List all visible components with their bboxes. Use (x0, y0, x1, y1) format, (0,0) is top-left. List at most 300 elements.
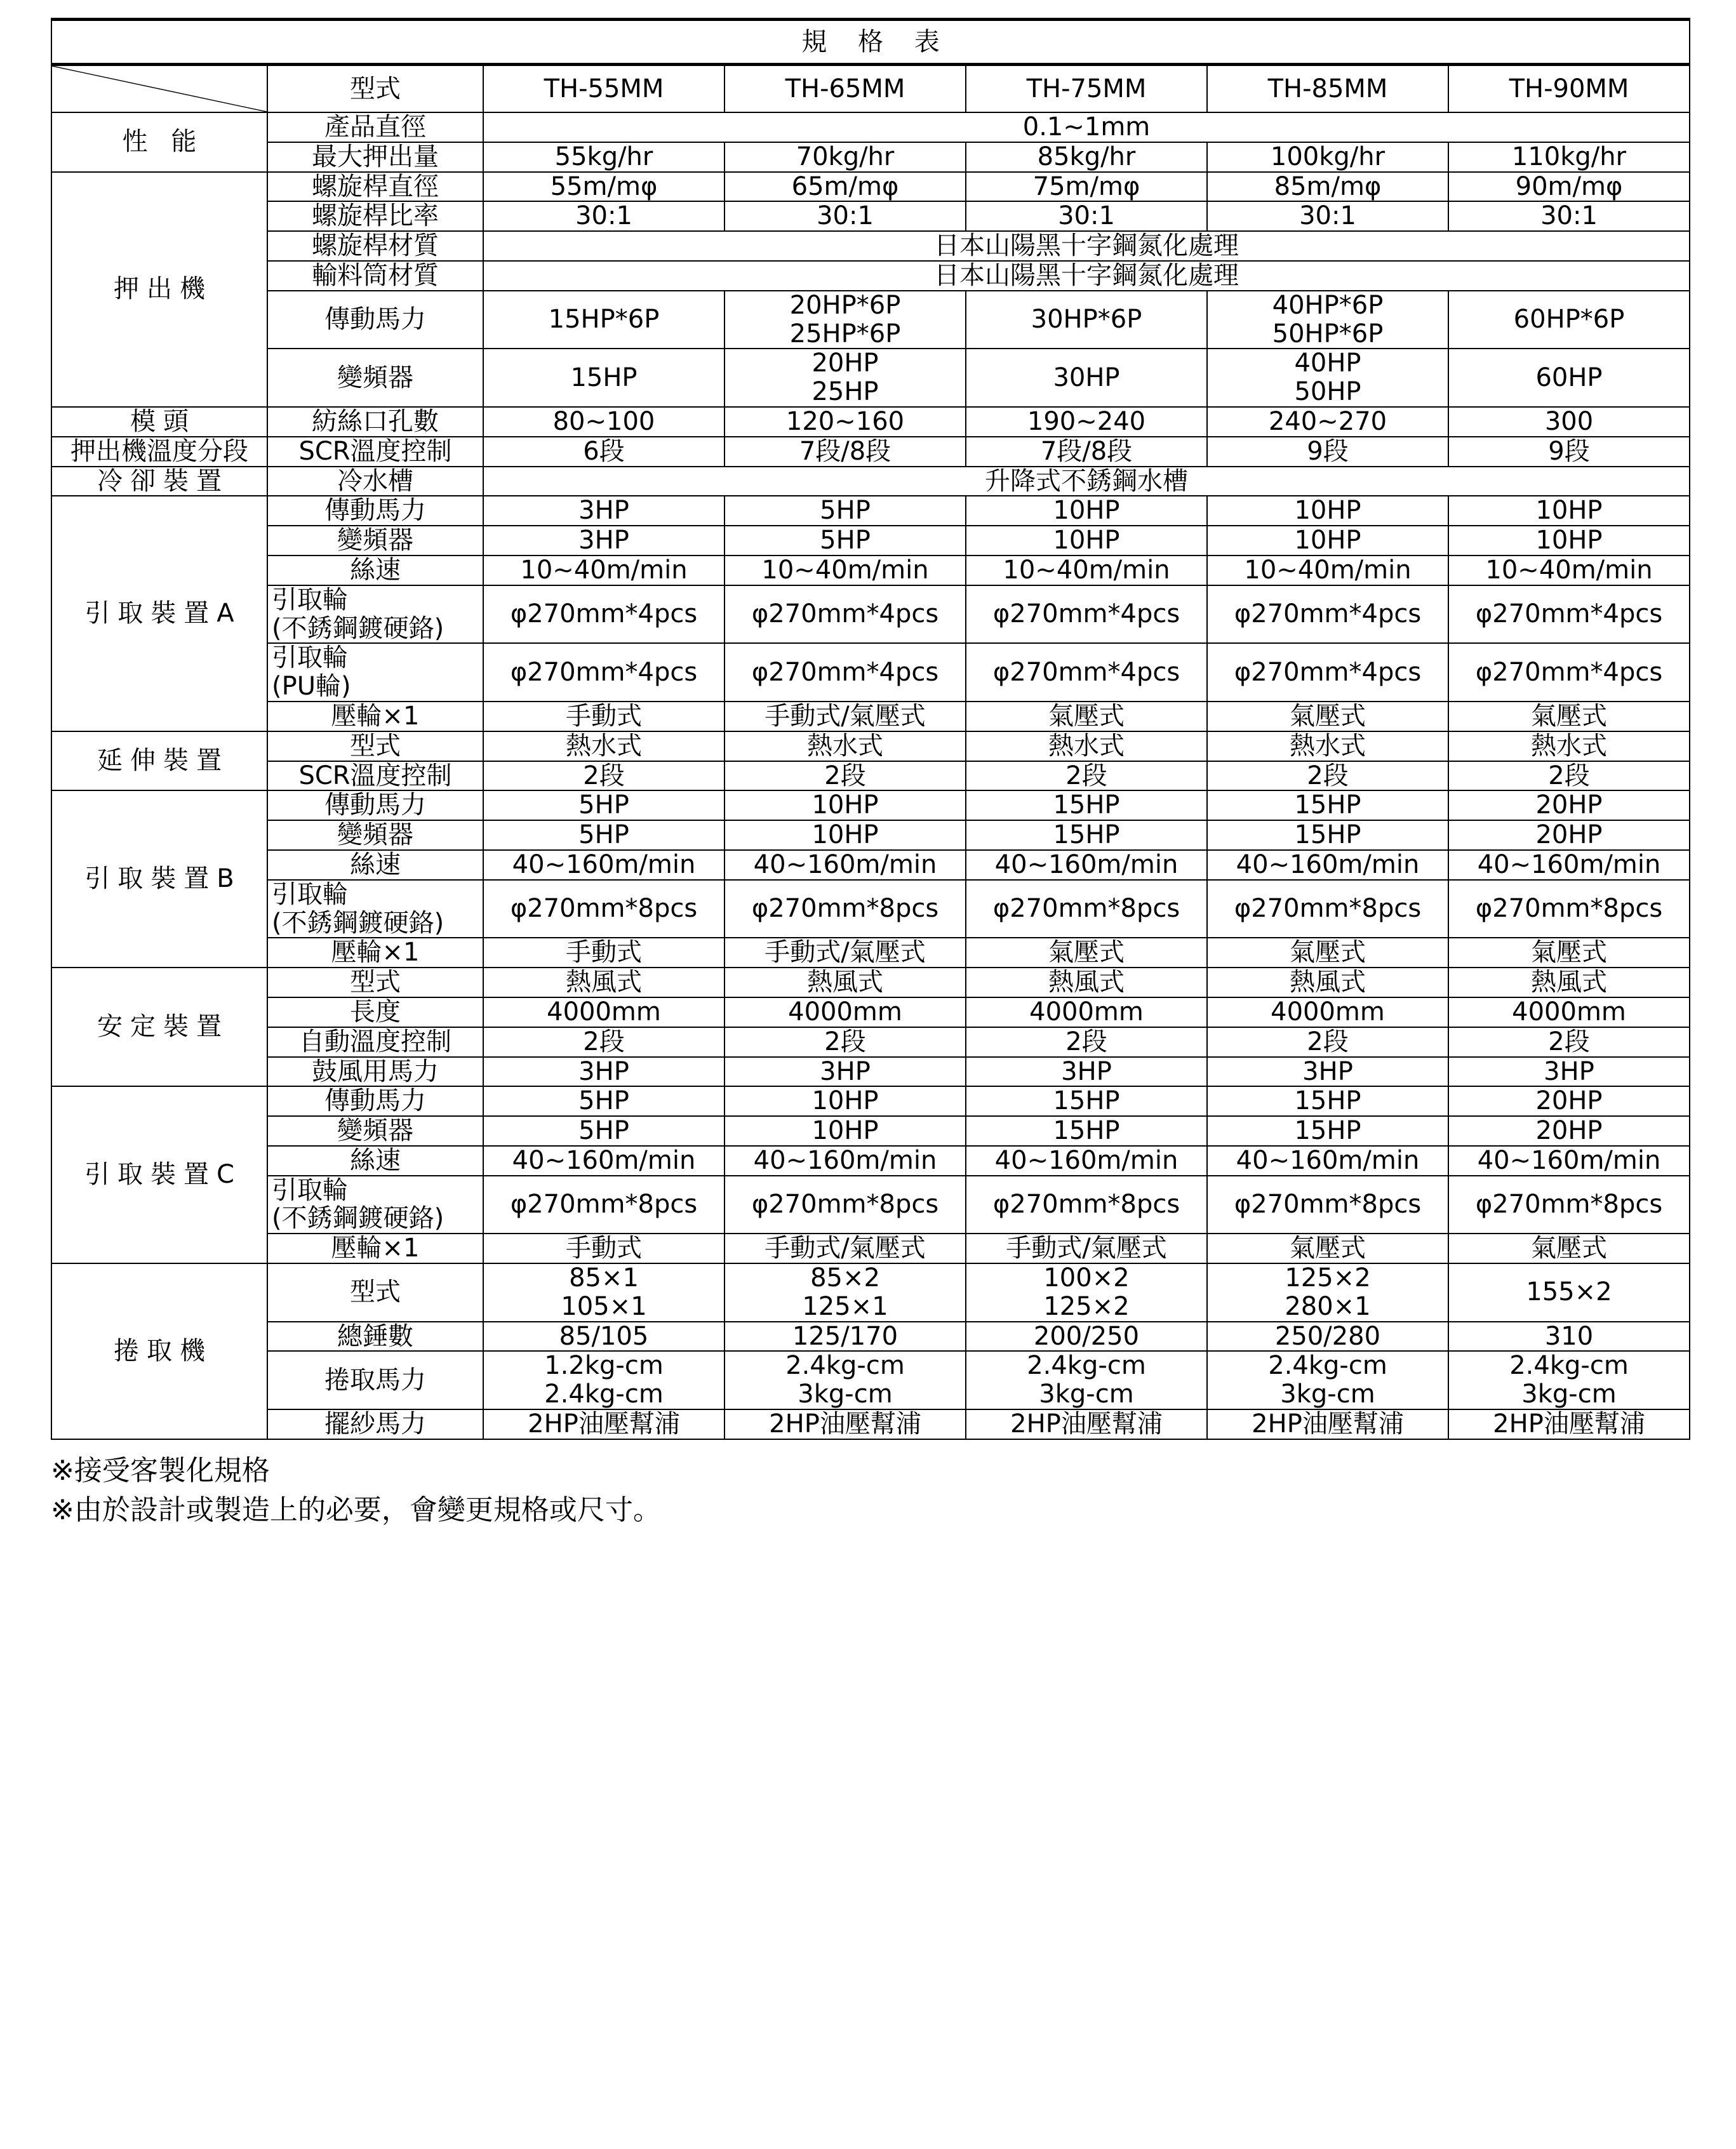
cell-value: 9段 (1448, 437, 1690, 467)
cell-value: 30HP (966, 349, 1207, 407)
table-row (51, 112, 1690, 142)
cell-value: 10HP (724, 790, 966, 820)
cell-value: 55m/mφ (483, 172, 724, 202)
row-label-line: 引取輪 (272, 643, 348, 673)
cell-value: φ270mm*4pcs (483, 585, 724, 644)
cell-value: φ270mm*4pcs (483, 643, 724, 702)
row-label (267, 643, 483, 702)
table-row (51, 1322, 1690, 1352)
table-row (51, 172, 1690, 202)
value-line: 280×1 (1285, 1291, 1371, 1321)
cell-value: 2段 (966, 761, 1207, 791)
cell-value: 40~160m/min (724, 1146, 966, 1176)
row-label: 鼓風用馬力 (267, 1057, 483, 1087)
group-label-1: 性 能 (51, 112, 267, 172)
cell-value: 40~160m/min (724, 850, 966, 880)
cell-value: 2HP油壓幫浦 (1207, 1409, 1448, 1439)
group-label-7: 延伸裝置 (51, 731, 267, 791)
value-line: 3kg-cm (1039, 1380, 1134, 1409)
cell-value: 15HP (483, 349, 724, 407)
row-label: 傳動馬力 (267, 291, 483, 349)
cell-value: 氣壓式 (1448, 938, 1690, 968)
specification-table (51, 18, 1690, 1440)
group-label-11: 捲取機 (51, 1263, 267, 1439)
value-line: 3kg-cm (1280, 1380, 1375, 1409)
table-row (51, 1146, 1690, 1176)
row-label-line: (不銹鋼鍍硬鉻) (272, 908, 444, 938)
cell-value: 2段 (724, 1027, 966, 1057)
cell-value: 2段 (1207, 761, 1448, 791)
cell-value (966, 1351, 1207, 1409)
cell-value: φ270mm*8pcs (483, 880, 724, 938)
cell-value: 9段 (1207, 437, 1448, 467)
cell-value (483, 1351, 724, 1409)
cell-value: 熱風式 (483, 968, 724, 997)
group-label-5: 冷卻裝置 (51, 467, 267, 496)
cell-value: 2段 (483, 1027, 724, 1057)
row-label-line: 引取輪 (272, 585, 348, 615)
value-line: 20HP (811, 349, 879, 378)
row-label: 型式 (267, 1263, 483, 1322)
cell-value (724, 349, 966, 407)
cell-value: 氣壓式 (1448, 702, 1690, 731)
cell-value: 75m/mφ (966, 172, 1207, 202)
value-line: 25HP*6P (789, 319, 901, 349)
table-row (51, 1351, 1690, 1409)
cell-value: 10~40m/min (1207, 556, 1448, 585)
row-label: 螺旋桿比率 (267, 201, 483, 231)
cell-value (1207, 1263, 1448, 1322)
cell-value: 熱水式 (1207, 731, 1448, 761)
cell-value: 手動式 (483, 702, 724, 731)
cell-value: 2段 (724, 761, 966, 791)
cell-value: φ270mm*8pcs (1448, 1176, 1690, 1234)
row-label: 壓輪×1 (267, 938, 483, 968)
cell-value: 手動式/氣壓式 (724, 938, 966, 968)
cell-value: 85m/mφ (1207, 172, 1448, 202)
row-label: 變頻器 (267, 349, 483, 407)
model-header-4: TH-85MM (1207, 65, 1448, 113)
row-label: 擺紗馬力 (267, 1409, 483, 1439)
cell-value: 30HP*6P (966, 291, 1207, 349)
cell-value: 10~40m/min (966, 556, 1207, 585)
cell-value: 20HP (1448, 1086, 1690, 1116)
group-label-6: 引取裝置A (51, 496, 267, 731)
table-row (51, 1086, 1690, 1116)
cell-value: 30:1 (724, 201, 966, 231)
cell-value: φ270mm*4pcs (724, 585, 966, 644)
cell-value: 熱水式 (1448, 731, 1690, 761)
cell-value: φ270mm*4pcs (966, 585, 1207, 644)
cell-value: 125/170 (724, 1322, 966, 1352)
table-row (51, 880, 1690, 938)
cell-value: 80~100 (483, 407, 724, 437)
cell-value: 氣壓式 (966, 702, 1207, 731)
cell-value: 10~40m/min (724, 556, 966, 585)
cell-value: 30:1 (483, 201, 724, 231)
cell-value: 熱水式 (966, 731, 1207, 761)
cell-value: 10HP (724, 1116, 966, 1146)
title-row (51, 20, 1690, 65)
cell-value: 40~160m/min (966, 850, 1207, 880)
table-row (51, 231, 1690, 261)
cell-value: 10~40m/min (483, 556, 724, 585)
cell-value: 15HP (1207, 790, 1448, 820)
row-label: 螺旋桿材質 (267, 231, 483, 261)
cell-value (483, 1263, 724, 1322)
cell-value: 4000mm (966, 997, 1207, 1027)
cell-value: 7段/8段 (966, 437, 1207, 467)
cell-value: 85/105 (483, 1322, 724, 1352)
cell-value: 2段 (1207, 1027, 1448, 1057)
row-label (267, 585, 483, 644)
cell-value: φ270mm*4pcs (1207, 585, 1448, 644)
table-row (51, 349, 1690, 407)
cell-value: 15HP (966, 1116, 1207, 1146)
cell-value: 30:1 (1448, 201, 1690, 231)
model-header-row (51, 65, 1690, 113)
cell-value: 4000mm (1207, 997, 1448, 1027)
header-corner-cell (51, 65, 267, 113)
cell-value: 熱風式 (1448, 968, 1690, 997)
row-label: 傳動馬力 (267, 496, 483, 526)
cell-value: 15HP (966, 790, 1207, 820)
value-line: 2.4kg-cm (544, 1380, 664, 1409)
cell-value: 2段 (966, 1027, 1207, 1057)
cell-value: 4000mm (724, 997, 966, 1027)
table-row (51, 142, 1690, 172)
cell-value: 2HP油壓幫浦 (483, 1409, 724, 1439)
group-label-4: 押出機溫度分段 (51, 437, 267, 467)
table-row (51, 938, 1690, 968)
cell-value: 3HP (483, 526, 724, 556)
table-row (51, 1027, 1690, 1057)
merged-value: 升降式不銹鋼水槽 (483, 467, 1690, 496)
value-line: 50HP (1294, 377, 1361, 407)
cell-value: 熱風式 (966, 968, 1207, 997)
cell-value: 40~160m/min (1448, 1146, 1690, 1176)
table-row (51, 437, 1690, 467)
group-label-3: 模頭 (51, 407, 267, 437)
table-row (51, 1057, 1690, 1087)
cell-value: 5HP (483, 1086, 724, 1116)
value-line: 25HP (811, 377, 879, 407)
cell-value: 5HP (724, 496, 966, 526)
row-label: 壓輪×1 (267, 702, 483, 731)
row-label: 總錘數 (267, 1322, 483, 1352)
cell-value: 10HP (724, 820, 966, 850)
value-line: 2.4kg-cm (1268, 1351, 1387, 1381)
row-label: 冷水槽 (267, 467, 483, 496)
cell-value: 40~160m/min (1207, 1146, 1448, 1176)
group-label-9: 安定裝置 (51, 968, 267, 1086)
cell-value: 20HP (1448, 1116, 1690, 1146)
table-row (51, 1176, 1690, 1234)
cell-value: 手動式 (483, 938, 724, 968)
cell-value: φ270mm*4pcs (724, 643, 966, 702)
cell-value: 15HP (966, 1086, 1207, 1116)
cell-value: 2HP油壓幫浦 (724, 1409, 966, 1439)
cell-value: 手動式/氣壓式 (724, 1234, 966, 1263)
cell-value: 3HP (483, 496, 724, 526)
cell-value: 7段/8段 (724, 437, 966, 467)
footnotes (51, 1451, 1689, 1531)
cell-value: 40~160m/min (966, 1146, 1207, 1176)
cell-value: 4000mm (483, 997, 724, 1027)
cell-value: 5HP (724, 526, 966, 556)
value-line: 125×2 (1285, 1263, 1371, 1293)
model-header-1: TH-55MM (483, 65, 724, 113)
cell-value: 2HP油壓幫浦 (966, 1409, 1207, 1439)
footnote-1: ※接受客製化規格 (51, 1454, 270, 1487)
table-row (51, 261, 1690, 291)
cell-value: 110kg/hr (1448, 142, 1690, 172)
table-row (51, 1116, 1690, 1146)
cell-value: 65m/mφ (724, 172, 966, 202)
cell-value: 20HP (1448, 790, 1690, 820)
value-line: 2.4kg-cm (1509, 1351, 1629, 1381)
cell-value: 氣壓式 (1207, 1234, 1448, 1263)
table-row (51, 997, 1690, 1027)
value-line: 50HP*6P (1272, 319, 1384, 349)
cell-value: 120~160 (724, 407, 966, 437)
row-label: SCR溫度控制 (267, 761, 483, 791)
cell-value: 200/250 (966, 1322, 1207, 1352)
cell-value: 熱水式 (483, 731, 724, 761)
model-header-5: TH-90MM (1448, 65, 1690, 113)
model-header-3: TH-75MM (966, 65, 1207, 113)
group-label-8: 引取裝置B (51, 790, 267, 968)
row-label: 變頻器 (267, 820, 483, 850)
cell-value: 氣壓式 (1207, 938, 1448, 968)
row-label: SCR溫度控制 (267, 437, 483, 467)
cell-value: 155×2 (1448, 1263, 1690, 1322)
cell-value: φ270mm*8pcs (1448, 880, 1690, 938)
value-line: 1.2kg-cm (544, 1351, 664, 1381)
row-label (267, 880, 483, 938)
value-line: 2.4kg-cm (1027, 1351, 1146, 1381)
cell-value: 3HP (966, 1057, 1207, 1087)
cell-value: 40~160m/min (483, 850, 724, 880)
cell-value: φ270mm*4pcs (966, 643, 1207, 702)
cell-value (724, 1351, 966, 1409)
row-label-line: (不銹鋼鍍硬鉻) (272, 1204, 444, 1234)
value-line: 100×2 (1043, 1263, 1130, 1293)
table-row (51, 496, 1690, 526)
table-row (51, 1234, 1690, 1263)
table-row (51, 585, 1690, 644)
row-label: 產品直徑 (267, 112, 483, 142)
table-row (51, 643, 1690, 702)
value-line: 40HP (1294, 349, 1361, 378)
row-label: 捲取馬力 (267, 1351, 483, 1409)
cell-value: 手動式 (483, 1234, 724, 1263)
cell-value: 3HP (1448, 1057, 1690, 1087)
row-label: 絲速 (267, 556, 483, 585)
cell-value: 60HP*6P (1448, 291, 1690, 349)
cell-value: 310 (1448, 1322, 1690, 1352)
cell-value: 熱風式 (1207, 968, 1448, 997)
table-row (51, 291, 1690, 349)
cell-value: φ270mm*8pcs (966, 880, 1207, 938)
model-header-2: TH-65MM (724, 65, 966, 113)
row-label-line: 引取輪 (272, 1175, 348, 1205)
value-line: 3kg-cm (798, 1380, 893, 1409)
cell-value: φ270mm*4pcs (1207, 643, 1448, 702)
cell-value: 6段 (483, 437, 724, 467)
merged-value: 日本山陽黑十字鋼氮化處理 (483, 261, 1690, 291)
row-label: 最大押出量 (267, 142, 483, 172)
table-body (51, 20, 1690, 1439)
cell-value: 5HP (483, 790, 724, 820)
cell-value: 30:1 (966, 201, 1207, 231)
cell-value: φ270mm*8pcs (724, 1176, 966, 1234)
cell-value: 15HP*6P (483, 291, 724, 349)
cell-value: 3HP (724, 1057, 966, 1087)
cell-value: 熱水式 (724, 731, 966, 761)
cell-value: 10HP (1207, 526, 1448, 556)
cell-value: 氣壓式 (966, 938, 1207, 968)
value-line: 85×1 (569, 1263, 639, 1293)
cell-value: 5HP (483, 820, 724, 850)
table-row (51, 820, 1690, 850)
value-line: 125×2 (1043, 1291, 1130, 1321)
cell-value: 5HP (483, 1116, 724, 1146)
table-row (51, 731, 1690, 761)
cell-value: 2段 (1448, 761, 1690, 791)
cell-value: 氣壓式 (1207, 702, 1448, 731)
cell-value: 85kg/hr (966, 142, 1207, 172)
cell-value: 15HP (1207, 820, 1448, 850)
cell-value: 2段 (1448, 1027, 1690, 1057)
cell-value (1448, 1351, 1690, 1409)
cell-value: 10HP (966, 496, 1207, 526)
cell-value: 手動式/氣壓式 (724, 702, 966, 731)
row-label-line: (不銹鋼鍍硬鉻) (272, 613, 444, 643)
merged-value: 0.1~1mm (483, 112, 1690, 142)
table-row (51, 850, 1690, 880)
cell-value: 190~240 (966, 407, 1207, 437)
table-row (51, 761, 1690, 791)
row-label: 長度 (267, 997, 483, 1027)
value-line: 3kg-cm (1521, 1380, 1617, 1409)
cell-value (966, 1263, 1207, 1322)
cell-value: 40~160m/min (1448, 850, 1690, 880)
row-label: 變頻器 (267, 1116, 483, 1146)
merged-value: 日本山陽黑十字鋼氮化處理 (483, 231, 1690, 261)
value-line: 105×1 (561, 1291, 647, 1321)
value-line: 125×1 (802, 1291, 888, 1321)
cell-value: φ270mm*4pcs (1448, 643, 1690, 702)
cell-value: 300 (1448, 407, 1690, 437)
row-label: 傳動馬力 (267, 1086, 483, 1116)
cell-value: 10HP (1448, 526, 1690, 556)
cell-value: 10HP (1207, 496, 1448, 526)
table-row (51, 467, 1690, 496)
cell-value: φ270mm*4pcs (1448, 585, 1690, 644)
cell-value (724, 1263, 966, 1322)
group-label-10: 引取裝置C (51, 1086, 267, 1263)
cell-value: 60HP (1448, 349, 1690, 407)
cell-value: 10HP (1448, 496, 1690, 526)
row-label-line: 引取輪 (272, 879, 348, 909)
value-line: 20HP*6P (789, 290, 901, 320)
cell-value: 2段 (483, 761, 724, 791)
cell-value: 4000mm (1448, 997, 1690, 1027)
row-label: 自動溫度控制 (267, 1027, 483, 1057)
cell-value: 240~270 (1207, 407, 1448, 437)
row-label: 型式 (267, 731, 483, 761)
value-line: 40HP*6P (1272, 290, 1384, 320)
row-label: 壓輪×1 (267, 1234, 483, 1263)
cell-value (1207, 1351, 1448, 1409)
table-row (51, 790, 1690, 820)
cell-value: 3HP (1207, 1057, 1448, 1087)
cell-value: 10HP (966, 526, 1207, 556)
cell-value (1207, 349, 1448, 407)
cell-value (1207, 291, 1448, 349)
table-row (51, 556, 1690, 585)
value-line: 2.4kg-cm (785, 1351, 905, 1381)
row-label (267, 1176, 483, 1234)
table-row (51, 201, 1690, 231)
row-label: 絲速 (267, 1146, 483, 1176)
row-label: 型式 (267, 968, 483, 997)
row-label: 絲速 (267, 850, 483, 880)
group-label-2: 押出機 (51, 172, 267, 407)
cell-value: 30:1 (1207, 201, 1448, 231)
cell-value: 100kg/hr (1207, 142, 1448, 172)
value-line: 85×2 (810, 1263, 880, 1293)
model-row-label: 型式 (267, 65, 483, 113)
row-label: 輸料筒材質 (267, 261, 483, 291)
table-row (51, 1409, 1690, 1439)
table-row (51, 968, 1690, 997)
table-row (51, 1263, 1690, 1322)
cell-value: 90m/mφ (1448, 172, 1690, 202)
row-label: 螺旋桿直徑 (267, 172, 483, 202)
cell-value: φ270mm*8pcs (724, 880, 966, 938)
table-row (51, 407, 1690, 437)
cell-value: 3HP (483, 1057, 724, 1087)
cell-value: 55kg/hr (483, 142, 724, 172)
row-label: 紡絲口孔數 (267, 407, 483, 437)
cell-value: φ270mm*8pcs (1207, 880, 1448, 938)
cell-value: 10HP (724, 1086, 966, 1116)
cell-value: 氣壓式 (1448, 1234, 1690, 1263)
cell-value: 40~160m/min (483, 1146, 724, 1176)
diagonal-divider-icon (52, 66, 267, 112)
cell-value: 15HP (1207, 1116, 1448, 1146)
cell-value: 250/280 (1207, 1322, 1448, 1352)
cell-value: 15HP (966, 820, 1207, 850)
row-label: 變頻器 (267, 526, 483, 556)
footnote-2: ※由於設計或製造上的必要，會變更規格或尺寸。 (51, 1494, 661, 1527)
cell-value: 20HP (1448, 820, 1690, 850)
table-row (51, 526, 1690, 556)
cell-value: 10~40m/min (1448, 556, 1690, 585)
table-row (51, 702, 1690, 731)
cell-value: φ270mm*8pcs (966, 1176, 1207, 1234)
cell-value: 70kg/hr (724, 142, 966, 172)
cell-value: φ270mm*8pcs (1207, 1176, 1448, 1234)
cell-value: 15HP (1207, 1086, 1448, 1116)
cell-value: 40~160m/min (1207, 850, 1448, 880)
cell-value (724, 291, 966, 349)
row-label-line: (PU輪) (272, 672, 351, 702)
cell-value: 手動式/氣壓式 (966, 1234, 1207, 1263)
cell-value: 2HP油壓幫浦 (1448, 1409, 1690, 1439)
